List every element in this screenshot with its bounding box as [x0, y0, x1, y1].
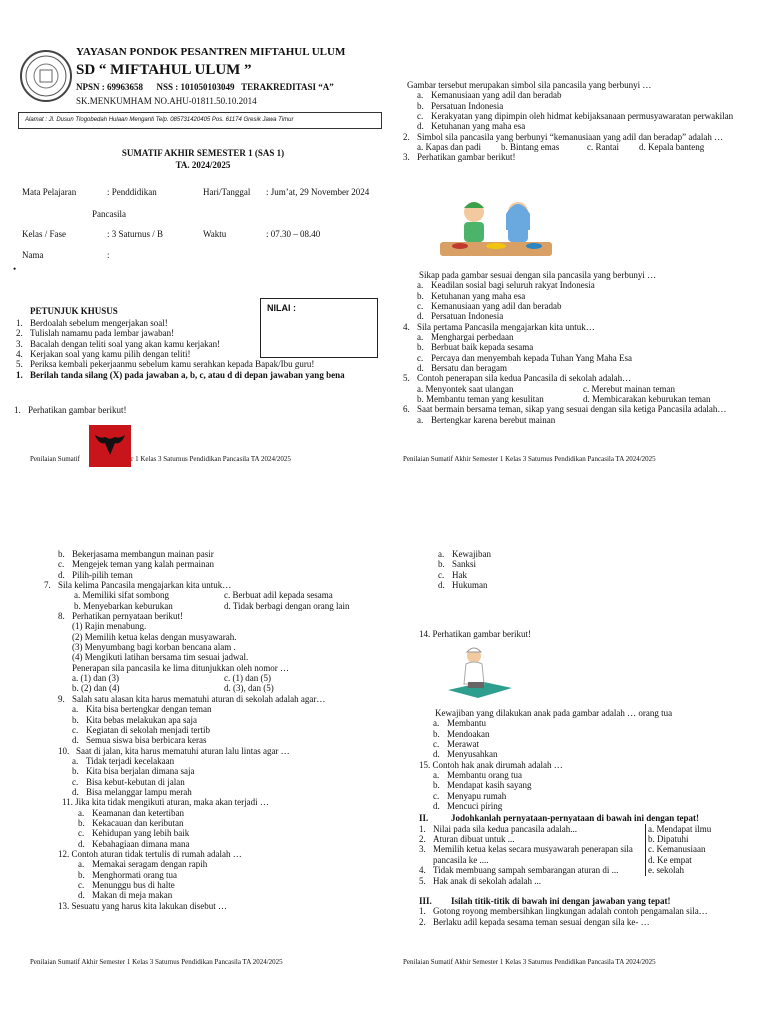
- question-12: 12. Contoh aturan tidak tertulis di rumah adalah …: [58, 848, 242, 859]
- value-mapel-2: Pancasila: [92, 209, 126, 219]
- q1-option-a[interactable]: Kemanusiaan yang adil dan beradab: [431, 90, 562, 101]
- q12-option-c[interactable]: Menunggu bus di halte: [92, 880, 175, 890]
- q12-option-b[interactable]: Menghormati orang tua: [92, 869, 177, 880]
- question-13: 13. Sesuatu yang harus kita lakukan disebut …: [58, 900, 227, 911]
- q13-option-a[interactable]: Kewajiban: [452, 549, 491, 559]
- q6-option-a[interactable]: Bertengkar karena berebut mainan: [431, 414, 556, 425]
- fill-item[interactable]: Gotong royong membersihkan lingkungan adalah contoh pengamalan sila…: [433, 906, 708, 917]
- petunjuk-item: Bacalah dengan teliti soal yang akan kamu kerjakan!: [30, 338, 221, 349]
- question-10: Saat di jalan, kita harus mematuhi aturan lalu lintas agar …: [76, 745, 290, 756]
- q7-option-d[interactable]: d. Tidak berbagi dengan orang lain: [224, 600, 350, 611]
- match-right-item: a. Mendapat ilmu: [648, 823, 712, 834]
- question-text: Perhatikan gambar berikut!: [28, 405, 127, 415]
- question-9: Salah satu alasan kita harus mematuhi aturan di sekolah adalah agar…: [72, 693, 326, 704]
- q7-option-b[interactable]: b. Menyebarkan keburukan: [74, 600, 173, 611]
- q8-row2: [72, 683, 374, 693]
- question-14: 14. Perhatikan gambar berikut!: [419, 629, 531, 639]
- match-left-item: Memilih ketua kelas secara musyawarah penerapan sila pancasila ke ....: [433, 844, 646, 865]
- label-nama: Nama: [22, 250, 44, 260]
- q9-option-b[interactable]: Kita bebas melakukan apa saja: [86, 714, 197, 725]
- q11-option-a[interactable]: Keamanan dan ketertiban: [92, 807, 184, 818]
- question-1: 1. Perhatikan gambar berikut!: [14, 405, 127, 415]
- footer-right-p1: Penilaian Sumatif Akhir Semester 1 Kelas 3 Saturnus Pendidikan Pancasila TA 2024/2025: [403, 455, 656, 463]
- q5-option-b[interactable]: b. Membantu teman yang kesulitan: [417, 394, 544, 405]
- nilai-label: NILAI :: [267, 303, 296, 313]
- q7-option-a[interactable]: a. Memiliki sifat sombong: [74, 590, 169, 601]
- p2-right-column-2: Kewajiban yang dilakukan anak pada gambar adalah … orang tua a. Membantu b. Mendoakan c. Merawat d. Menyusahkan 15. Contoh hak anak dirumah adalah … a. Membantu orang tua b. Mendapat kasih sayang c. Menyapu rumah d. Mencuci piring II. Jodohkanlah pernyataan-pernyataan di bawah ini dengan tepat! 1. Nilai pada sila kedua pancasila adalah... a. Mendapat ilmu 2. Aturan dibuat untuk ... b. Dipatuhi 3. Memilih ketua kelas secara musyawarah penerapan sila pancasila ke .... c. Kemanusiaan d. Ke empat 4. Tidak membuang sampah sembarangan aturan di ... e. sekolah 5. Hak anak di sekolah adalah ... III. Isilah titik-titik di bawah ini dengan jawaban yang tepat! 1. Gotong royong membersihkan lingkungan adalah contoh pengamalan sila… 2. Berlaku adil kepada sesama teman sesuai dengan sila ke- …: [419, 708, 754, 927]
- q3-option-d[interactable]: Persatuan Indonesia: [431, 311, 504, 322]
- q15-option-d[interactable]: Mencuci piring: [447, 801, 503, 812]
- q6-option-d[interactable]: Pilih-pilih teman: [72, 569, 133, 580]
- section-2-heading: [419, 813, 754, 823]
- q3-option-a[interactable]: Keadilan sosial bagi seluruh rakyat Indonesia: [431, 280, 595, 291]
- q4-option-c[interactable]: Percaya dan menyembah kepada Tuhan Yang Maha Esa: [431, 352, 632, 363]
- footer-left-p2: Penilaian Sumatif Akhir Semester 1 Kelas 3 Saturnus Pendidikan Pancasila TA 2024/2025: [30, 958, 283, 966]
- school-logo: [20, 50, 72, 102]
- question-2: Simbol sila pancasila yang berbunyi “kemanusiaan yang adil dan beradap” adalah …: [417, 131, 724, 142]
- match-left-item: Hak anak di sekolah adalah ...: [433, 875, 541, 886]
- q12-option-a[interactable]: Memakai seragam dengan rapih: [92, 859, 208, 870]
- petunjuk-item-bold: Berilah tanda silang (X) pada jawaban a, b, c, atau d di depan jawaban yang bena: [30, 369, 345, 380]
- petunjuk-item: Tulislah namamu pada lembar jawaban!: [30, 328, 175, 339]
- question-5: Contoh penerapan sila kedua Pancasila di sekolah adalah…: [417, 373, 632, 384]
- match-left-item: Tidak membuang sampah sembarangan aturan di ...: [433, 865, 646, 875]
- p1-right-column: Gambar tersebut merupakan simbol sila pancasila yang berbunyi … a. Kemanusiaan yang adil dan beradab b. Persatuan Indonesia c. Kerakyatan yang dipimpin oleh hidmat kebijaksanaan permusyawaratan perwakilan d. Ketuhanan yang maha esa 2. Simbol sila pancasila yang berbunyi “kemanusiaan yang adil dan beradap” adalah … a. Kapas dan padi b. Bintang emas c. Rantai d. Kepala banteng 3. Perhatikan gambar berikut!: [403, 80, 751, 163]
- q8-statement: (4) Mengikuti latihan bersama tim sesuai jadwal.: [72, 652, 249, 663]
- q9-option-c[interactable]: Kegiatan di sekolah menjadi tertib: [86, 724, 210, 735]
- q2-option-d[interactable]: d. Kepala banteng: [639, 142, 705, 153]
- q6-option-c[interactable]: Mengejek teman yang kalah permainan: [72, 559, 214, 570]
- q8-option-a[interactable]: a. (1) dan (3): [72, 673, 119, 684]
- label-kelas: Kelas / Fase: [22, 229, 66, 239]
- q14-option-b[interactable]: Mendoakan: [447, 728, 490, 739]
- q8-statement: (1) Rajin menabung.: [72, 621, 147, 632]
- q9-option-a[interactable]: Kita bisa bertengkar dengan teman: [86, 704, 212, 715]
- q14-option-d[interactable]: Menyusahkan: [447, 749, 498, 760]
- value-kelas: : 3 Saturnus / B: [107, 229, 164, 239]
- q1-intro: Gambar tersebut merupakan simbol sila pancasila yang berbunyi …: [407, 80, 652, 90]
- footer-left-p1b: r 1 Kelas 3 Saturnus Pendidikan Pancasila TA 2024/2025: [131, 455, 291, 463]
- q11-option-c[interactable]: Kehidupan yang lebih baik: [92, 828, 190, 839]
- q15-option-c[interactable]: Menyapu rumah: [447, 790, 507, 801]
- q3-option-c[interactable]: Kemanusiaan yang adil dan beradab: [431, 301, 562, 312]
- q7-option-c[interactable]: c. Berbuat adil kepada sesama: [224, 590, 333, 601]
- section-3-title: Isilah titik-titik di bawah ini dengan jawaban yang tepat!: [451, 895, 671, 906]
- match-right-item: d. Ke empat: [648, 854, 692, 865]
- q8-option-b[interactable]: b. (2) dan (4): [72, 683, 120, 694]
- q5-options-row2: [417, 394, 751, 404]
- q12-option-d[interactable]: Makan di meja makan: [92, 890, 173, 901]
- label-mapel: Mata Pelajaran: [22, 187, 77, 197]
- q5-option-a[interactable]: a. Menyontek saat ulangan: [417, 383, 514, 394]
- q2-options: [417, 142, 751, 152]
- q1-option-c[interactable]: Kerakyatan yang dipimpin oleh hidmat kebijaksanaan permusyawaratan perwakilan: [431, 111, 734, 122]
- q2-option-c[interactable]: c. Rantai: [587, 142, 619, 153]
- q4-option-a[interactable]: Menghargai perbedaan: [431, 332, 514, 343]
- q10-option-a[interactable]: Tidak terjadi kecelakaan: [86, 755, 175, 766]
- q3-question: Sikap pada gambar sesuai dengan sila pancasila yang berbunyi …: [419, 270, 657, 280]
- p1-right-column-2: Sikap pada gambar sesuai dengan sila pancasila yang berbunyi … a. Keadilan sosial bagi seluruh rakyat Indonesia b. Ketuhanan yang maha esa c. Kemanusiaan yang adil dan beradab d. Persatuan Indonesia 4. Sila pertama Pancasila mengajarkan kita untuk… a. Menghargai perbedaan b. Berbuat baik kepada sesama c. Percaya dan menyembah kepada Tuhan Yang Maha Esa d. Bersatu dan beragam 5. Contoh penerapan sila kedua Pancasila di sekolah adalah… a. Menyontek saat ulangan c. Merebut mainan teman b. Membantu teman yang kesulitan d. Membicarakan keburukan teman 6. Saat bermain bersama teman, sikap yang sesuai dengan sila ketiga Pancasila adalah… a. Bertengkar karena berebut mainan: [403, 270, 751, 425]
- q5-option-d[interactable]: d. Membicarakan keburukan teman: [583, 394, 711, 405]
- q11-option-d[interactable]: Kebahagiaan dimana mana: [92, 838, 190, 849]
- q15-option-b[interactable]: Mendapat kasih sayang: [447, 780, 532, 791]
- q5-options-row1: [417, 384, 751, 394]
- match-left-item: Aturan dibuat untuk ...: [433, 834, 646, 844]
- question-11: 11. Jika kita tidak mengikuti aturan, maka akan terjadi …: [62, 797, 269, 808]
- bullet-dot: •: [13, 264, 17, 274]
- q4-option-d[interactable]: Bersatu dan beragam: [431, 363, 507, 374]
- section-3-heading: [419, 896, 754, 906]
- p2-left-column: b. Bekerjasama membangun mainan pasir c. Mengejek teman yang kalah permainan d. Pilih-pilih teman 7. Sila kelima Pancasila mengajarkan kita untuk… a. Memiliki sifat sombong c. Berbuat adil kepada sesama b. Menyebarkan keburukan d. Tidak berbagi dengan orang lain 8. Perhatikan pernyataan berikut! (1) Rajin menabung. (2) Memilih ketua kelas dengan musyawarah. (3) Menyumbang bagi korban bencana alam . (4) Mengikuti latihan bersama tim sesuai jadwal. Penerapan sila pancasila ke lima ditunjukkan oleh nomor … a. (1) dan (3) c. (1) dan (5) b. (2) dan (4) d. (3), dan (5) 9. Salah satu alasan kita harus mematuhi aturan di sekolah adalah agar… a. Kita bisa bertengkar dengan teman b. Kita bebas melakukan apa saja c. Kegiatan di sekolah menjadi tertib d. Semua siswa bisa berbicara keras 10. Saat di jalan, kita harus mematuhi aturan lalu lintas agar … a. Tidak terjadi kecelakaan b. Kita bisa berjalan dimana saja c. Bisa kebut-kebutan di jalan d. Bisa melanggar lampu merah 11. Jika kita tidak mengikuti aturan, maka akan terjadi … a. Keamanan dan ketertiban b. Kekacauan dan keributan c. Kehidupan yang lebih baik d. Kebahagiaan dimana mana 12. Contoh aturan tidak tertulis di rumah adalah … a. Memakai seragam dengan rapih b. Menghormati orang tua c. Menunggu bus di halte d. Makan di meja makan 13. Sesuatu yang harus kita lakukan disebut …: [44, 549, 374, 911]
- q8-option-c[interactable]: c. (1) dan (5): [224, 673, 271, 684]
- question-15: 15. Contoh hak anak dirumah adalah …: [419, 759, 563, 770]
- q9-option-d[interactable]: Semua siswa bisa berbicara keras: [86, 735, 207, 746]
- q14-option-a[interactable]: Membantu: [447, 718, 486, 729]
- q8-statements: [72, 621, 374, 673]
- q3-option-b[interactable]: Ketuhanan yang maha esa: [431, 290, 526, 301]
- praying-child-image: [444, 642, 516, 700]
- q7-row1: [74, 590, 374, 600]
- q13-option-d[interactable]: Hukuman: [452, 580, 488, 591]
- section-2-title: Jodohkanlah pernyataan-pernyataan di bawah ini dengan tepat!: [451, 813, 700, 824]
- address-box: Alamat : Jl. Dusun Tlogobedah Hulaan Menganti Telp. 085731420405 Pos. 61174 Gresik Jawa Timur: [18, 112, 382, 129]
- q11-option-b[interactable]: Kekacauan dan keributan: [92, 817, 184, 828]
- question-6: Saat bermain bersama teman, sikap yang sesuai dengan sila ketiga Pancasila adalah…: [417, 404, 727, 415]
- school-ids: NPSN : 69963658 NSS : 101050103049 TERAKREDITASI “A”: [76, 82, 334, 92]
- school-name: SD “ MIFTAHUL ULUM ”: [76, 62, 252, 78]
- q8-question: Penerapan sila pancasila ke lima ditunjukkan oleh nomor …: [72, 662, 289, 673]
- q7-row2: [74, 601, 374, 611]
- question-8: Perhatikan pernyataan berikut!: [72, 611, 183, 622]
- match-left-item: Nilai pada sila kedua pancasila adalah...: [433, 824, 646, 834]
- q2-option-b[interactable]: b. Bintang emas: [501, 142, 560, 153]
- q8-statement: (2) Memilih ketua kelas dengan musyawarah.: [72, 631, 237, 642]
- value-hari: : Jum’at, 29 November 2024: [266, 187, 370, 197]
- q1-option-d[interactable]: Ketuhanan yang maha esa: [431, 121, 526, 132]
- section-2-number: II.: [419, 813, 429, 824]
- fill-item[interactable]: Berlaku adil kepada sesama teman sesuai dengan sila ke- …: [433, 916, 650, 927]
- q8-row1: [72, 673, 374, 683]
- school-sk: SK.MENKUMHAM NO.AHU-01811.50.10.2014: [76, 96, 257, 106]
- q6-option-b[interactable]: Bekerjasama membangun mainan pasir: [72, 549, 214, 559]
- q4-option-b[interactable]: Berbuat baik kepada sesama: [431, 342, 534, 353]
- question-4: Sila pertama Pancasila mengajarkan kita untuk…: [417, 321, 595, 332]
- q14-option-c[interactable]: Merawat: [447, 739, 479, 750]
- label-hari: Hari/Tanggal: [203, 187, 251, 197]
- q13-option-b[interactable]: Sanksi: [452, 559, 477, 570]
- petunjuk-item: Berdoalah sebelum mengerjakan soal!: [30, 318, 168, 328]
- matching-table: 1. Nilai pada sila kedua pancasila adalah... a. Mendapat ilmu 2. Aturan dibuat untuk ... b. Dipatuhi 3. Memilih ketua kelas secara musyawarah penerapan sila pancasila ke .... c. Kemanusiaan d. Ke empat 4. Tidak membuang sampah sembarangan aturan di ... e. sekolah 5. Hak anak di sekolah adalah ...: [419, 823, 712, 886]
- petunjuk-item: Periksa kembali pekerjaanmu sebelum kamu serahkan kepada Bapak/Ibu guru!: [30, 359, 315, 370]
- label-waktu: Waktu: [203, 229, 227, 239]
- q1-option-b[interactable]: Persatuan Indonesia: [431, 100, 504, 111]
- question-7: Sila kelima Pancasila mengajarkan kita untuk…: [58, 580, 232, 591]
- q2-option-a[interactable]: a. Kapas dan padi: [417, 142, 481, 153]
- footer-right-p2: Penilaian Sumatif Akhir Semester 1 Kelas 3 Saturnus Pendidikan Pancasila TA 2024/2025: [403, 958, 656, 966]
- q14-question: Kewajiban yang dilakukan anak pada gambar adalah … orang tua: [435, 708, 673, 718]
- q10-option-d[interactable]: Bisa melanggar lampu merah: [86, 786, 192, 797]
- match-right-item: c. Kemanusiaan: [648, 844, 706, 855]
- value-waktu: : 07.30 – 08.40: [266, 229, 321, 239]
- section-3-number: III.: [419, 895, 432, 906]
- exam-year: TA. 2024/2025: [175, 160, 231, 170]
- kids-eating-image: [440, 196, 552, 262]
- q8-statement: (3) Menyumbang bagi korban bencana alam .: [72, 642, 236, 653]
- q5-option-c[interactable]: c. Merebut mainan teman: [583, 383, 675, 394]
- q10-option-b[interactable]: Kita bisa berjalan dimana saja: [86, 766, 195, 777]
- petunjuk-item: Kerjakan soal yang kamu pilih dengan teliti!: [30, 349, 191, 360]
- q8-option-d[interactable]: d. (3), dan (5): [224, 683, 274, 694]
- value-nama: :: [107, 250, 110, 260]
- question-3: Perhatikan gambar berikut!: [417, 152, 516, 163]
- petunjuk-title: PETUNJUK KHUSUS: [30, 306, 118, 316]
- page-2: [0, 512, 768, 1024]
- footer-left-p1a: Penilaian Sumatif: [30, 455, 80, 463]
- q15-option-a[interactable]: Membantu orang tua: [447, 770, 522, 781]
- match-right-item: b. Dipatuhi: [648, 834, 689, 845]
- value-mapel: : Penddidikan: [107, 187, 157, 197]
- banteng-image: [89, 425, 131, 467]
- p2-right-column: a. Kewajiban b. Sanksi c. Hak d. Hukuman: [438, 549, 491, 591]
- q10-option-c[interactable]: Bisa kebut-kebutan di jalan: [86, 776, 185, 787]
- petunjuk-list: 1. Berdoalah sebelum mengerjakan soal! 2. Tulislah namamu pada lembar jawaban! 3. Bacalah dengan teliti soal yang akan kamu kerjakan! 4. Kerjakan soal yang kamu pilih dengan teliti! 5. Periksa kembali pekerjaanmu sebelum kamu serahkan kepada Bapak/Ibu guru! 1. Berilah tanda silang (X) pada jawaban a, b, c, atau d di depan jawaban yang bena: [16, 318, 345, 380]
- exam-title: SUMATIF AKHIR SEMESTER 1 (SAS 1): [121, 148, 285, 158]
- q13-option-c[interactable]: Hak: [452, 569, 467, 580]
- foundation-name: YAYASAN PONDOK PESANTREN MIFTAHUL ULUM: [76, 46, 346, 58]
- match-right-item: e. sekolah: [648, 865, 684, 876]
